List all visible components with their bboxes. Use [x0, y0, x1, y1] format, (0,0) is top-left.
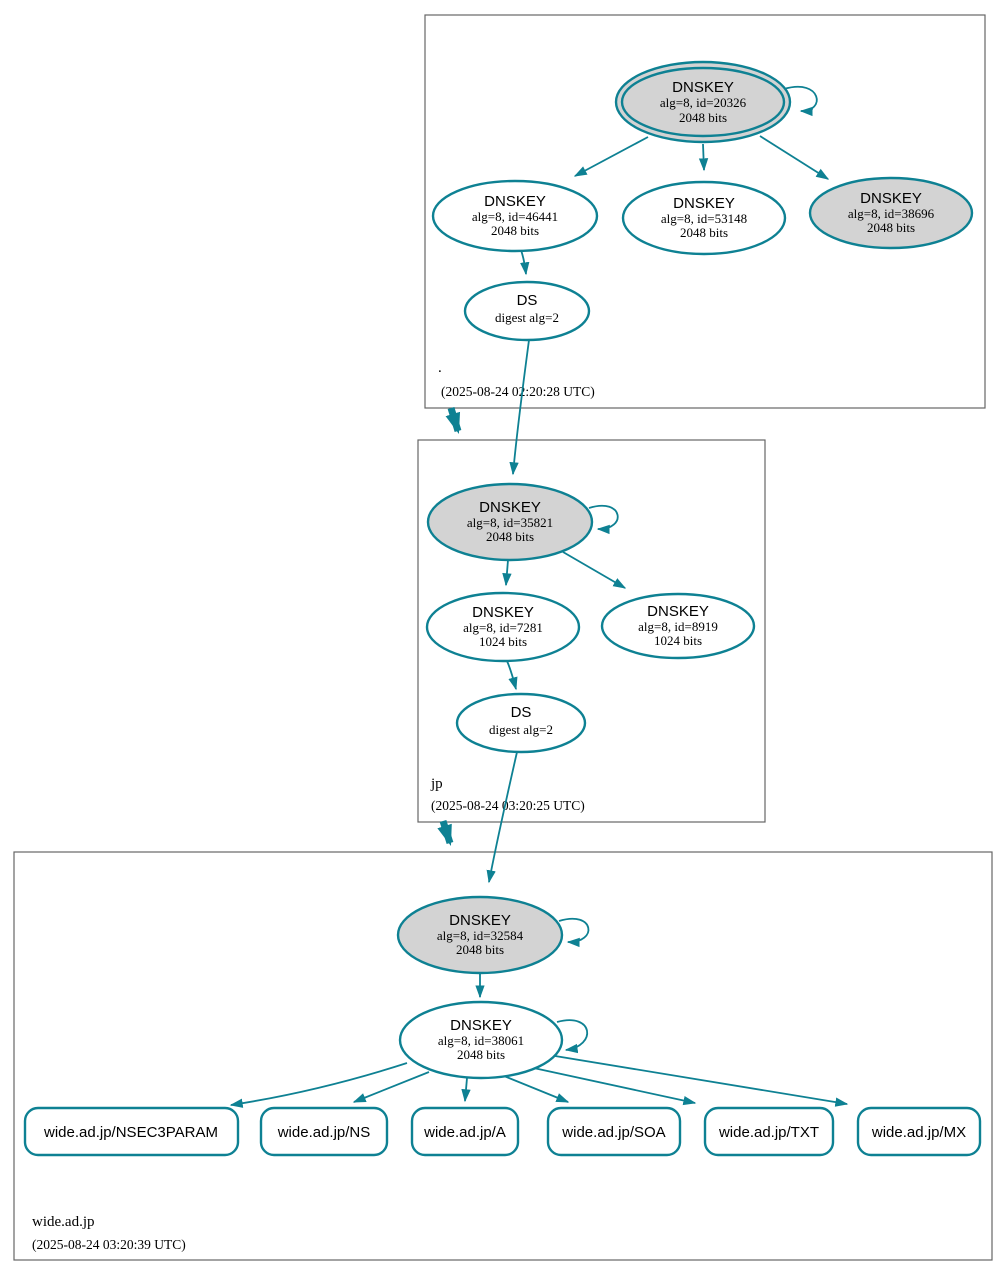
node-title: DNSKEY: [479, 499, 541, 516]
node-ds-root: [465, 282, 589, 340]
node-title: DNSKEY: [673, 195, 735, 212]
node-bits: 2048 bits: [485, 529, 535, 544]
zone-timestamp-jp: (2025-08-24 03:20:25 UTC): [431, 798, 585, 813]
node-bits: 2048 bits: [866, 220, 916, 235]
node-dnskey-38061: [400, 1002, 562, 1078]
edge-jp-ksk-to-zsk-7281: [506, 560, 508, 585]
rrset-label: wide.ad.jp/SOA: [562, 1124, 666, 1141]
edge-root-zsk-to-ds: [521, 250, 526, 274]
edge-root-ds-to-jp-ksk: [513, 340, 529, 474]
node-bits: 1024 bits: [653, 633, 703, 648]
edge-jp-ksk-to-zsk-8919: [563, 552, 625, 588]
zone-timestamp-root: (2025-08-24 02:20:28 UTC): [441, 384, 595, 399]
edge-wideadjp-zsk-to-rrset-a: [465, 1078, 467, 1101]
node-bits: 2048 bits: [678, 110, 728, 125]
node-params: digest alg=2: [488, 722, 554, 737]
node-dnskey-20326: [616, 62, 790, 142]
node-params: alg=8, id=38696: [847, 206, 935, 221]
rrset-label: wide.ad.jp/A: [424, 1124, 506, 1141]
node-title: DNSKEY: [449, 912, 511, 929]
rrset-label: wide.ad.jp/NS: [277, 1124, 371, 1141]
rrset-label: wide.ad.jp/MX: [871, 1124, 967, 1141]
node-title: DNSKEY: [472, 604, 534, 621]
node-params: alg=8, id=8919: [638, 619, 718, 634]
zone-timestamp-wide-ad-jp: (2025-08-24 03:20:39 UTC): [32, 1237, 186, 1252]
node-params: alg=8, id=20326: [659, 95, 747, 110]
rrset-wide-ad-jp-ns: [261, 1108, 387, 1155]
node-params: digest alg=2: [494, 310, 560, 325]
node-dnskey-46441: [433, 181, 597, 251]
node-params: alg=8, id=35821: [466, 515, 554, 530]
edge-delegation-root-to-jp: [451, 408, 458, 431]
node-params: alg=8, id=38061: [437, 1033, 525, 1048]
node-bits: 2048 bits: [490, 223, 540, 238]
edge-wideadjp-zsk-to-rrset-nsec3param: [231, 1063, 407, 1105]
rrset-wide-ad-jp-nsec3param: [25, 1108, 238, 1155]
node-params: alg=8, id=7281: [463, 620, 543, 635]
edge-root-ksk-to-zsk-53148: [703, 144, 704, 170]
edge-wideadjp-ksk-self-sign: [559, 919, 588, 942]
zone-label-wide-ad-jp: wide.ad.jp: [32, 1214, 95, 1230]
edge-jp-zsk-to-ds: [507, 661, 516, 689]
node-dnskey-8919: [602, 594, 754, 658]
node-title: DNSKEY: [647, 603, 709, 620]
node-bits: 2048 bits: [455, 942, 505, 957]
node-params: alg=8, id=32584: [436, 928, 524, 943]
node-title: DNSKEY: [450, 1017, 512, 1034]
rrset-label: wide.ad.jp/NSEC3PARAM: [44, 1124, 218, 1141]
edge-root-ksk-to-zsk-38696: [760, 136, 828, 179]
rrset-wide-ad-jp-txt: [705, 1108, 833, 1155]
node-bits: 2048 bits: [679, 225, 729, 240]
node-dnskey-53148: [623, 182, 785, 254]
edge-root-ksk-to-zsk-46441: [575, 137, 648, 176]
node-title: DNSKEY: [860, 190, 922, 207]
node-dnskey-38696: [810, 178, 972, 248]
edge-delegation-jp-to-wideadjp: [443, 821, 450, 843]
node-title: DS: [510, 704, 532, 721]
rrset-wide-ad-jp-soa: [548, 1108, 680, 1155]
rrset-wide-ad-jp-mx: [858, 1108, 980, 1155]
node-params: alg=8, id=53148: [660, 211, 748, 226]
node-title: DNSKEY: [672, 79, 734, 96]
edge-wideadjp-zsk-to-rrset-mx: [549, 1055, 847, 1104]
node-bits: 2048 bits: [456, 1047, 506, 1062]
edge-jp-ds-to-wideadjp-ksk: [489, 752, 517, 882]
edge-wideadjp-zsk-to-rrset-soa: [504, 1076, 568, 1102]
node-ds-jp: [457, 694, 585, 752]
edge-wideadjp-zsk-to-rrset-txt: [529, 1067, 695, 1103]
node-dnskey-32584: [398, 897, 562, 973]
node-params: alg=8, id=46441: [471, 209, 559, 224]
rrset-wide-ad-jp-a: [412, 1108, 518, 1155]
zone-label-root: .: [438, 360, 442, 376]
node-dnskey-7281: [427, 593, 579, 661]
zone-label-jp: jp: [431, 776, 443, 792]
node-title: DS: [516, 292, 538, 309]
node-title: DNSKEY: [484, 193, 546, 210]
node-bits: 1024 bits: [478, 634, 528, 649]
rrset-label: wide.ad.jp/TXT: [718, 1124, 820, 1141]
node-dnskey-35821: [428, 484, 592, 560]
edge-jp-ksk-self-sign: [589, 506, 618, 529]
